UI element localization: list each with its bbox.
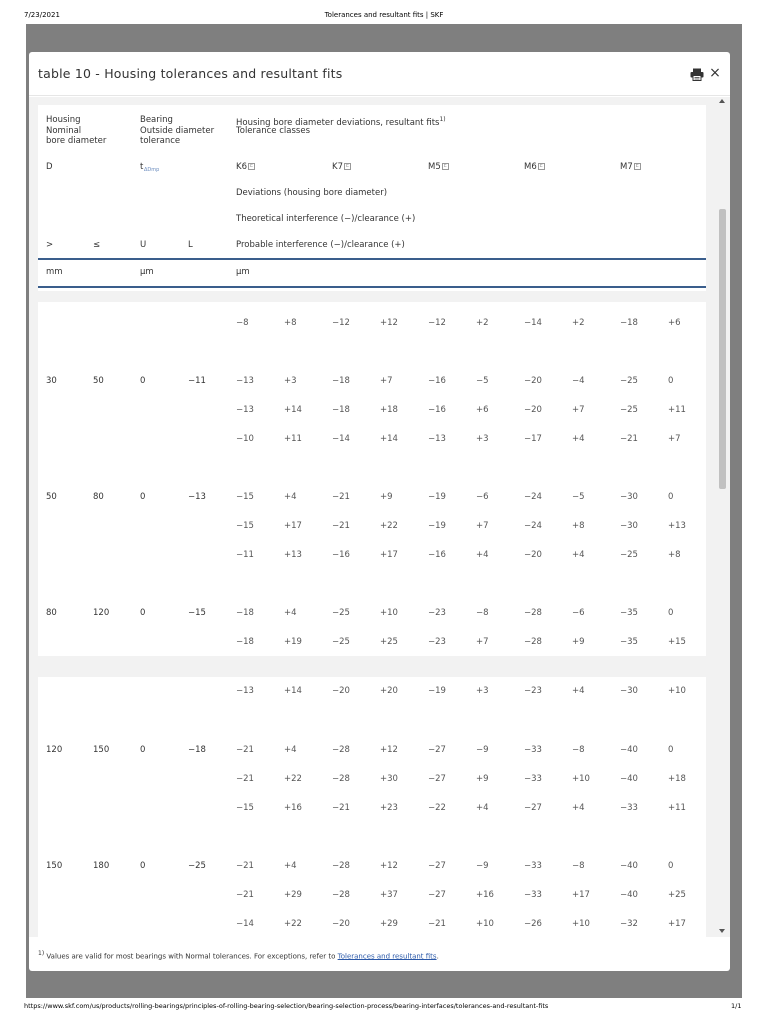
dimension-cell: 150 [93,745,110,755]
value-cell: −30 [620,686,638,696]
print-page-number: 1/1 [731,1002,742,1010]
value-cell: +17 [572,890,590,900]
value-cell: −21 [332,803,350,813]
value-cell: +14 [284,686,302,696]
scroll-down-icon[interactable] [719,929,725,933]
value-cell: 0 [668,376,674,386]
modal-header [29,52,730,96]
external-link-icon[interactable]: E [539,163,543,169]
col-housing-label: Housing Nominal bore diameter [46,115,107,146]
close-icon[interactable]: × [709,65,721,81]
vertical-scrollbar[interactable] [717,97,728,937]
col-deviations-text: Housing bore diameter deviations, resultant fits [236,117,440,128]
value-cell: −20 [332,686,350,696]
symbol-le: ≤ [93,240,101,250]
value-cell: −17 [524,434,542,444]
value-cell: −28 [332,890,350,900]
value-cell: −13 [236,686,254,696]
value-cell: −40 [620,861,638,871]
class-K6-label: K6 [236,162,247,172]
row-probable-label: Probable interference (−)/clearance (+) [236,240,405,250]
external-link-icon[interactable]: E [443,163,447,169]
value-cell: +2 [572,318,585,328]
value-cell: −27 [524,803,542,813]
value-cell: −16 [428,405,446,415]
value-cell: +17 [668,919,686,929]
dimension-cell: 0 [140,492,146,502]
value-cell: +30 [380,774,398,784]
value-cell: −21 [620,434,638,444]
value-cell: −32 [620,919,638,929]
value-cell: +23 [380,803,398,813]
value-cell: −8 [476,608,489,618]
value-cell: +37 [380,890,398,900]
print-url: https://www.skf.com/us/products/rolling-bearings/principles-of-rolling-bearing-selection/bearing-selection-process/bearing-interfaces/tolerances-and-resultant-fits [24,1002,549,1010]
value-cell: +10 [572,919,590,929]
value-cell: +4 [284,745,297,755]
value-cell: −4 [572,376,585,386]
value-cell: −20 [524,376,542,386]
value-cell: −20 [332,919,350,929]
dimension-cell: −11 [188,376,206,386]
value-cell: −27 [428,774,446,784]
value-cell: −40 [620,774,638,784]
footnote-text: Values are valid for most bearings with Normal tolerances. For exceptions, refer to [46,952,338,961]
value-cell: 0 [668,745,674,755]
value-cell: 0 [668,861,674,871]
value-cell: −10 [236,434,254,444]
table-body-group-1 [38,302,706,656]
value-cell: +7 [572,405,585,415]
value-cell: +4 [572,803,585,813]
class-M7-label: M7 [620,162,633,172]
dimension-cell: 0 [140,861,146,871]
value-cell: +22 [380,521,398,531]
print-header [0,0,768,24]
table-modal [29,52,730,971]
value-cell: −14 [236,919,254,929]
value-cell: +14 [380,434,398,444]
units-divider [38,286,706,288]
value-cell: −9 [476,745,489,755]
value-cell: +25 [380,637,398,647]
value-cell: −35 [620,608,638,618]
dimension-cell: 180 [93,861,110,871]
symbol-gt: > [46,240,54,250]
value-cell: −24 [524,521,542,531]
value-cell: −13 [428,434,446,444]
symbol-t: t [140,162,144,172]
class-M6-label: M6 [524,162,537,172]
value-cell: −20 [524,405,542,415]
value-cell: +4 [572,686,585,696]
value-cell: −18 [236,637,254,647]
value-cell: −27 [428,890,446,900]
value-cell: +22 [284,919,302,929]
value-cell: −26 [524,919,542,929]
value-cell: −21 [332,492,350,502]
value-cell: −8 [236,318,249,328]
value-cell: +17 [380,550,398,560]
value-cell: −35 [620,637,638,647]
value-cell: −5 [476,376,489,386]
value-cell: −28 [524,637,542,647]
value-cell: +4 [284,492,297,502]
value-cell: −19 [428,521,446,531]
value-cell: +3 [476,686,489,696]
value-cell: +16 [476,890,494,900]
symbol-U: U [140,240,147,250]
value-cell: −13 [236,405,254,415]
value-cell: −23 [428,608,446,618]
value-cell: +25 [668,890,686,900]
unit-mm: mm [46,267,63,277]
value-cell: −23 [428,637,446,647]
value-cell: −8 [572,745,585,755]
value-cell: −40 [620,890,638,900]
value-cell: −24 [524,492,542,502]
class-M6 [524,162,545,173]
value-cell: −20 [524,550,542,560]
scrollbar-thumb[interactable] [719,209,726,489]
value-cell: +14 [284,405,302,415]
value-cell: −14 [524,318,542,328]
row-theoretical-label: Theoretical interference (−)/clearance (+) [236,214,416,224]
value-cell: +9 [572,637,585,647]
dimension-cell: 80 [46,608,57,618]
class-M5 [428,162,449,173]
value-cell: +2 [476,318,489,328]
value-cell: −27 [428,861,446,871]
unit-um-deviations: µm [236,267,250,277]
dimension-cell: 120 [46,745,63,755]
value-cell: −12 [332,318,350,328]
value-cell: −25 [620,405,638,415]
row-deviations-label: Deviations (housing bore diameter) [236,188,388,198]
value-cell: 0 [668,492,674,502]
value-cell: +9 [476,774,489,784]
value-cell: +29 [380,919,398,929]
value-cell: +13 [284,550,302,560]
value-cell: −16 [332,550,350,560]
value-cell: −13 [236,376,254,386]
value-cell: −33 [620,803,638,813]
value-cell: +17 [284,521,302,531]
value-cell: +8 [284,318,297,328]
value-cell: +16 [284,803,302,813]
class-K7-label: K7 [332,162,343,172]
value-cell: −30 [620,521,638,531]
tolerances-fits-link[interactable]: Tolerances and resultant fits [337,952,437,961]
value-cell: −21 [236,890,254,900]
value-cell: −21 [332,521,350,531]
value-cell: −12 [428,318,446,328]
value-cell: −19 [428,492,446,502]
dimension-cell: 0 [140,745,146,755]
value-cell: −5 [572,492,585,502]
value-cell: −18 [620,318,638,328]
footnote-end: . [436,952,439,961]
value-cell: +8 [668,550,681,560]
value-cell: −21 [428,919,446,929]
value-cell: +6 [476,405,489,415]
value-cell: +9 [380,492,393,502]
value-cell: +29 [284,890,302,900]
tolerance-classes-label: Tolerance classes [236,126,310,136]
dimension-cell: −15 [188,608,206,618]
value-cell: +4 [572,550,585,560]
value-cell: +3 [284,376,297,386]
dimension-cell: 80 [93,492,104,502]
value-cell: −14 [332,434,350,444]
value-cell: +7 [476,637,489,647]
value-cell: −23 [524,686,542,696]
external-link-icon[interactable]: E [249,163,254,169]
table-body-group-2 [38,677,706,937]
footnote [38,950,439,960]
class-K7 [332,162,351,173]
value-cell: −21 [236,774,254,784]
print-icon[interactable] [690,68,704,81]
value-cell: −18 [332,405,350,415]
value-cell: +4 [572,434,585,444]
tolerance-symbol-link[interactable]: ΔDmp [144,167,160,173]
external-link-icon[interactable]: E [345,163,350,169]
value-cell: −8 [572,861,585,871]
value-cell: −15 [236,803,254,813]
external-link-icon[interactable]: E [635,163,639,169]
col-bearing-label: Bearing Outside diameter tolerance [140,115,215,146]
value-cell: −27 [428,745,446,755]
value-cell: +4 [284,608,297,618]
value-cell: −21 [236,745,254,755]
value-cell: −6 [476,492,489,502]
value-cell: +11 [284,434,302,444]
value-cell: −25 [332,608,350,618]
value-cell: +11 [668,803,686,813]
value-cell: +10 [380,608,398,618]
value-cell: +8 [572,521,585,531]
value-cell: +6 [668,318,681,328]
dimension-cell: 120 [93,608,110,618]
value-cell: −33 [524,861,542,871]
print-page-title: Tolerances and resultant fits | SKF [324,11,444,19]
dimension-cell: −13 [188,492,206,502]
value-cell: −28 [332,861,350,871]
value-cell: −30 [620,492,638,502]
table-header [38,105,706,291]
value-cell: −16 [428,550,446,560]
value-cell: +15 [668,637,686,647]
symbol-D: D [46,162,53,172]
value-cell: +7 [668,434,681,444]
class-M5-label: M5 [428,162,441,172]
value-cell: −40 [620,745,638,755]
value-cell: +12 [380,745,398,755]
class-M7 [620,162,641,173]
value-cell: +12 [380,318,398,328]
value-cell: +7 [476,521,489,531]
value-cell: −16 [428,376,446,386]
dimension-cell: 0 [140,608,146,618]
value-cell: −9 [476,861,489,871]
value-cell: +18 [380,405,398,415]
print-date: 7/23/2021 [24,11,60,19]
value-cell: +4 [284,861,297,871]
dimension-cell: 30 [46,376,57,386]
table-scroll-area[interactable] [29,97,730,937]
value-cell: +10 [476,919,494,929]
value-cell: +22 [284,774,302,784]
value-cell: −28 [332,745,350,755]
value-cell: −33 [524,745,542,755]
value-cell: +10 [572,774,590,784]
value-cell: −33 [524,774,542,784]
value-cell: −28 [332,774,350,784]
value-cell: −15 [236,521,254,531]
value-cell: +19 [284,637,302,647]
value-cell: −21 [236,861,254,871]
value-cell: −25 [332,637,350,647]
value-cell: −15 [236,492,254,502]
symbol-L: L [188,240,193,250]
value-cell: −25 [620,376,638,386]
value-cell: +11 [668,405,686,415]
value-cell: +18 [668,774,686,784]
footnote-marker: 1) [38,950,45,957]
value-cell: +4 [476,803,489,813]
value-cell: −19 [428,686,446,696]
value-cell: +12 [380,861,398,871]
modal-title: table 10 - Housing tolerances and resultant fits [38,66,343,81]
dimension-cell: 150 [46,861,63,871]
dimension-cell: 50 [93,376,104,386]
value-cell: −18 [236,608,254,618]
value-cell: −11 [236,550,254,560]
class-K6 [236,162,255,173]
value-cell: −18 [332,376,350,386]
dimension-cell: 50 [46,492,57,502]
value-cell: −25 [620,550,638,560]
value-cell: −6 [572,608,585,618]
value-cell: 0 [668,608,674,618]
value-cell: −22 [428,803,446,813]
scroll-up-icon[interactable] [719,99,725,103]
dimension-cell: −18 [188,745,206,755]
header-divider [38,258,706,260]
value-cell: +4 [476,550,489,560]
footnote-ref[interactable]: 1) [439,116,446,123]
value-cell: +13 [668,521,686,531]
value-cell: +10 [668,686,686,696]
value-cell: −28 [524,608,542,618]
value-cell: +7 [380,376,393,386]
dimension-cell: −25 [188,861,206,871]
value-cell: −33 [524,890,542,900]
value-cell: +3 [476,434,489,444]
unit-um-bearing: µm [140,267,154,277]
dimension-cell: 0 [140,376,146,386]
value-cell: +20 [380,686,398,696]
